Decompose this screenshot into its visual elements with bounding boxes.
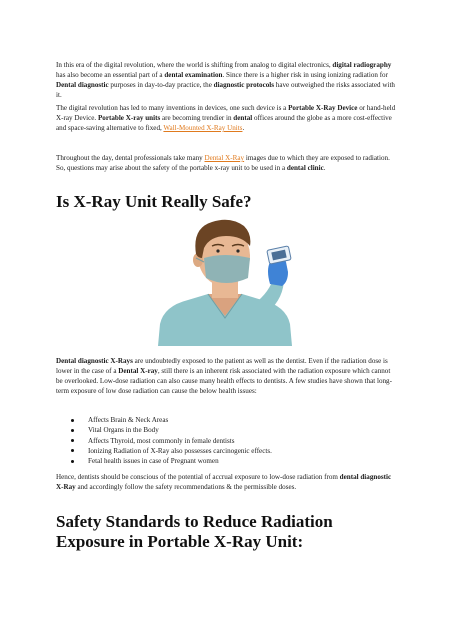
text-run: The digital revolution has led to many inventions in devices, one such device is a	[56, 104, 289, 112]
list-item: Ionizing Radiation of X-Ray also possesses carcinogenic effects.	[56, 446, 386, 456]
intro-paragraph-2	[56, 103, 398, 133]
text-run: . Since there is a higher risk in using ionizing radiation for	[222, 71, 388, 79]
text-run: Throughout the day, dental professionals take many	[56, 154, 205, 162]
list-item: Affects Thyroid, most commonly in female dentists	[56, 436, 386, 446]
text-run: purposes in day-to-day practice, the	[108, 81, 214, 89]
bold-text: dental	[233, 114, 253, 122]
text-run: images due to which they are exposed to radiation. So, questions may arise about the safety of the portable x-ray unit to be used in a	[56, 154, 390, 172]
intro-paragraph-3	[56, 153, 398, 173]
intro-paragraph-1	[56, 60, 398, 100]
heading-safety-standards: Safety Standards to Reduce Radiation Exposure in Portable X-Ray Unit:	[56, 512, 333, 551]
text-run: or hand-held X-ray Device.	[56, 104, 396, 122]
list-item: Fetal health issues in case of Pregnant women	[56, 456, 386, 466]
text-run: .	[323, 164, 326, 172]
bold-text: Dental diagnostic X-Rays	[56, 357, 133, 365]
text-run: have outweighed the risks associated with it.	[56, 81, 395, 99]
heading-xray-safety: Is X-Ray Unit Really Safe?	[56, 192, 252, 211]
text-run: , still there is an inherent risk associated with the radiation exposure which cannot be overlooked. Low-dose radiation can also cause many health effects to dentists. A few studies have shown that long-term exposure of low dose radiation can cause the below health issues:	[56, 367, 392, 395]
text-run: and accordingly follow the safety recommendations & the permissible doses.	[75, 483, 297, 491]
text-run: In this era of the digital revolution, where the world is shifting from analog to digital electronics,	[56, 61, 333, 69]
bold-text: Dental diagnostic	[56, 81, 109, 89]
text-run: Hence, dentists should be conscious of the potential of accrual exposure to low-dose radiation from	[56, 473, 340, 481]
list-item: Vital Organs in the Body	[56, 425, 386, 435]
body-paragraph-2	[56, 472, 398, 492]
text-run: has also become an essential part of a	[56, 71, 165, 79]
dentist-illustration	[150, 212, 300, 346]
bold-text: dental clinic	[286, 164, 324, 172]
bold-text: Portable X-ray units	[97, 114, 161, 122]
inline-link[interactable]: Dental X-Ray	[204, 154, 245, 162]
text-run: are undoubtedly exposed to the patient as well as the dentist. Even if the radiation dose is lower in the case of a	[56, 357, 388, 375]
text-run: .	[242, 124, 245, 132]
list-item: Affects Brain & Neck Areas	[56, 415, 386, 425]
bold-text: digital radiography	[332, 61, 392, 69]
text-run: are becoming trendier in	[160, 114, 234, 122]
bold-text: Portable X-Ray Device	[288, 104, 358, 112]
health-issues-list	[56, 415, 386, 466]
bold-text: dental examination	[164, 71, 223, 79]
bold-text: dental diagnostic X-Ray	[56, 473, 392, 491]
bold-text: diagnostic protocols	[213, 81, 274, 89]
text-run: offices around the globe as a more cost-effective and space-saving alternative to fixed,	[56, 114, 392, 132]
bold-text: Dental X-ray	[118, 367, 158, 375]
body-paragraph-1	[56, 356, 398, 396]
inline-link[interactable]: Wall-Mounted X-Ray Units	[163, 124, 243, 132]
